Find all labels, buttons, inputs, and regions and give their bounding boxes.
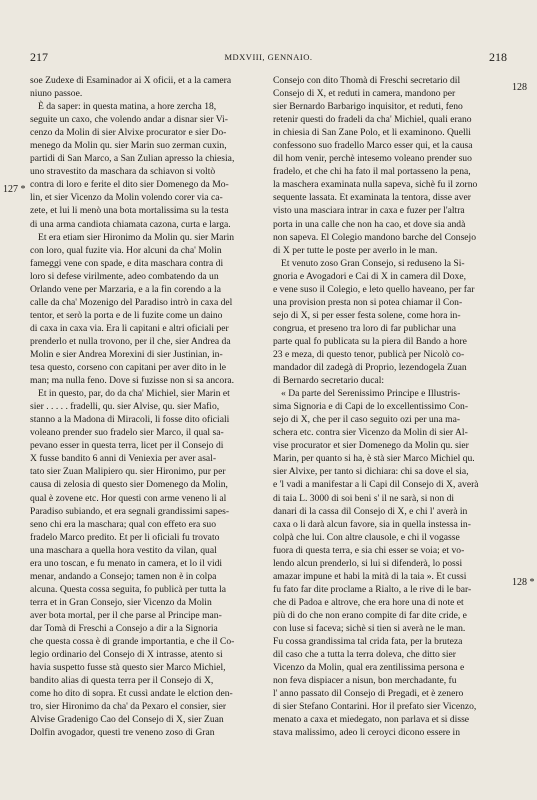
- text-line: fradelo, et che chi ha fato il mal portasseno la pena,: [273, 166, 471, 178]
- text-line: colpà che lui. Con altre clausole, e chi il vogasse: [273, 531, 460, 543]
- text-line: di Bernardo secretario ducal:: [273, 375, 385, 387]
- text-line: Paradiso subiando, et era segnali grandissimi sapes-: [30, 505, 230, 517]
- text-line: lin, et sier Vicenzo da Molin volendo corer via ca-: [30, 192, 223, 204]
- text-line: sier . . . . . fradelli, qu. sier Alvise, qu. sier Mafio,: [30, 401, 220, 413]
- text-line: zete, et lui li menò una bota mortalissima su la testa: [30, 205, 229, 217]
- text-line: tesa questo, corseno con capitani per aver dito in le: [30, 362, 227, 374]
- text-line: È da saper: in questa matina, a hore zercha 18,: [38, 101, 217, 113]
- text-line: che di Padoa e altrove, che era hore una di note et: [273, 596, 464, 608]
- text-line: fameggi vene con spade, e dita maschara contra di: [30, 257, 224, 269]
- text-line: di una arma candiota chiamata cazona, curta e larga.: [30, 218, 231, 230]
- text-line: prenderlo et nulla trovono, per il che, sier Andrea da: [30, 335, 231, 347]
- text-line: havia suspetto fusse stà questo sier Marco Michiel,: [30, 662, 226, 674]
- text-line: Et venuto zoso Gran Consejo, si reduseno la Si-: [281, 257, 465, 269]
- text-line: parte qual fo publicata su la piera dil Bando a hore: [273, 335, 467, 347]
- text-line: era uno toscan, e fu menato in camera, et lo il vidi: [30, 557, 223, 569]
- text-line: sima Signoria e di Capi de lo excellentissimo Con-: [273, 401, 469, 413]
- text-line: voleano prender suo fradelo sier Marco, il qual sa-: [30, 427, 224, 439]
- text-line: l' anno passato dil Consejo di Pregadi, et è zenero: [273, 688, 464, 700]
- text-line: Et in questo, par, do da cha' Michiel, sier Marin et: [38, 388, 230, 400]
- text-line: menar, andando a Consejo; tamen non è in colpa: [30, 570, 217, 582]
- text-line: la maschera examinata nulla sapeva, sichè fu il zorno: [273, 179, 478, 191]
- text-line: terra et in Gran Consejo, sier Vicenzo da Molin: [30, 596, 212, 608]
- page-header: [30, 50, 507, 64]
- page-number-left: 217: [30, 50, 48, 64]
- text-line: e 'l vadi a manifestar a li Capi dil Consejo di X, averà: [273, 479, 479, 491]
- text-line: niuno passoe.: [30, 88, 83, 100]
- text-line: causa di zelosia di questo sier Domenego da Molin,: [30, 479, 228, 491]
- text-line: partidi di San Marco, a San Zulian apresso la chiesia,: [30, 153, 235, 165]
- text-line: legio ordinario del Consejo di X intrasse, atento si: [30, 649, 223, 661]
- text-line: Consejo di X, et reduti in camera, mandono per: [273, 88, 456, 100]
- text-line: soe Zudexe di Esaminador ai X oficii, et a la camera: [30, 75, 232, 86]
- text-line: mandador dil zadegà di Proprio, lezendogela Zuan: [273, 362, 467, 374]
- text-line: una maschara a quella hora vestito da vilan, qual: [30, 544, 217, 556]
- text-line: di caxa in caxa via. Era li capitani e altri oficiali per: [30, 322, 229, 334]
- text-line: di X per tutte le poste per averlo in le man.: [273, 244, 438, 256]
- text-line: fuora di questa terra, e sia chi esser se voia; et vo-: [273, 544, 465, 556]
- text-line: non sapeva. El Colegio mandono barche del Consejo: [273, 231, 477, 243]
- text-line: con luse si faceva; sichè si tien si averà ne le man.: [273, 622, 466, 634]
- text-line: visto una masciara intrar in caxa e fuzer per l'altra: [273, 205, 465, 217]
- text-line: dar Tomà di Freschi a Consejo a dir a la Signoria: [30, 622, 218, 634]
- text-line: gnoria e Avogadori e Cai di X in camera dil Doxe,: [273, 270, 466, 282]
- text-line: come ho dito di sopra. Et cussì andate le elction den-: [30, 688, 233, 700]
- text-line: congrua, et preseno tra loro di far publichar una: [273, 322, 457, 334]
- text-line: qual è zovene etc. Hor questi con arme veneno li al: [30, 492, 227, 504]
- text-line: man; ma nulla feno. Dove si fuzisse non si sa ancora.: [30, 375, 235, 387]
- text-line: uno stravestito da maschara da schiavon si voltò: [30, 166, 216, 178]
- text-line: « Da parte del Serenissimo Principe e Illustris-: [281, 388, 461, 400]
- text-line: porta in una calle che non ha cao, et dove sia andà: [273, 218, 466, 230]
- text-line: alcuna. Questa cossa seguita, fo publicà per tutta la: [30, 583, 227, 595]
- text-line: Vicenzo da Molin, qual era zentilissima persona e: [273, 662, 465, 674]
- text-line: confessono suo fradello Marco esser qui, et la causa: [273, 140, 473, 152]
- text-line: sejo di X, si per esser festa solene, come hora in-: [273, 309, 461, 321]
- text-line: cenzo da Molin di sier Alvixe procurator e sier Do-: [30, 127, 227, 139]
- text-line: pevano esser in questa terra, licet per il Consejo di: [30, 440, 224, 452]
- text-line: fradelo Marco predito. Et per li oficiali fu trovato: [30, 531, 220, 543]
- text-line: seno chi era la maschara; qual con effeto era suo: [30, 518, 217, 530]
- text-line: contra di loro e ferite el dito sier Domenego da Mo-: [30, 179, 229, 191]
- text-line: retenir questi do fradeli da cha' Michiel, quali erano: [273, 114, 472, 126]
- text-line: sier Alvixe, per tanto si dichiara: chi sa dove el sia,: [273, 466, 469, 478]
- text-line: più di do che non erano compite di far dite cride, e: [273, 609, 467, 621]
- text-line: Dolfin avogador, questi tre veneno zoso di Gran: [30, 727, 215, 739]
- text-line: tato sier Zuan Malipiero qu. sier Hironimo, pur per: [30, 466, 226, 478]
- text-line: Molin e sier Andrea Morexini di sier Justinian, in-: [30, 348, 223, 360]
- text-line: menego da Molin qu. sier Marin suo zerman cuxin,: [30, 140, 227, 152]
- text-line: di sier Stefano Contarini. Hor il prefato sier Vicenzo,: [273, 701, 477, 713]
- page-number-right: 218: [489, 50, 507, 64]
- text-line: sequente lassata. Et examinata la tentora, disse aver: [273, 192, 471, 204]
- text-line: vise procurator et sier Domenego da Molin qu. sier: [273, 440, 469, 452]
- running-title: MDXVIII, GENNAIO.: [224, 52, 313, 62]
- text-line: lendo alcun prenderlo, si lui si difenderà, lo possi: [273, 557, 463, 569]
- text-line: Marin, per quanto si ha, è stà sier Marco Michiel qu.: [273, 453, 475, 465]
- text-line: dil caso che a tutta la terra doleva, che ditto sier: [273, 649, 457, 661]
- text-line: amazar impune et habi la mità di la taia ». Et cussi: [273, 570, 467, 582]
- text-line: Fu cossa grandissima tal crida fata, per la bruteza: [273, 636, 463, 648]
- text-line: Orlando vene per Marzaria, e a la fin corendo a la: [30, 283, 221, 295]
- text-line: menato a caxa et miedegato, non parlava et si disse: [273, 714, 470, 726]
- text-line: sejo di X, che per il caso seguito ozi per una ma-: [273, 414, 461, 426]
- text-line: Alvise Gradenigo Cao del Consejo di X, sier Zuan: [30, 714, 224, 726]
- text-line: non feva dispiacer a nisun, bon merchadante, fu: [273, 675, 457, 687]
- right-text-column: [273, 74, 507, 739]
- text-line: 23 e meza, di questo tenor, publicà per Nicolò co-: [273, 348, 465, 360]
- text-line: tentor, et serò la porta e de li fuzite come un daino: [30, 309, 223, 321]
- text-line: sier Bernardo Barbarigo inquisitor, et reduti, feno: [273, 101, 463, 113]
- text-line: e vene suso il Colegio, e leto quello haveano, per far: [273, 283, 475, 295]
- text-line: tro, sier Hironimo da cha' da Pexaro el consier, sier: [30, 701, 227, 713]
- text-line: di taia L. 3000 di soi beni s' il ne sarà, si non di: [273, 492, 455, 504]
- text-line: fu fato far dite proclame a Rialto, a le rive di le bar-: [273, 583, 472, 595]
- text-line: calle da cha' Mozenigo del Paradiso intrò in caxa del: [30, 296, 233, 308]
- text-line: in chiesia di San Zane Polo, et li examinono. Quelli: [273, 127, 471, 139]
- text-line: schera etc. contra sier Vicenzo da Molin di sier Al-: [273, 427, 468, 439]
- text-line: danari di la cassa dil Consejo di X, e chi l' averà in: [273, 505, 468, 517]
- text-line: una provision presta non si potea chiamar il Con-: [273, 296, 463, 308]
- text-line: stanno a la Madona di Miracoli, li fosse dito oficiali: [30, 414, 230, 426]
- text-line: aver bota mortal, per il che parse al Principe man-: [30, 609, 222, 621]
- text-line: con loro, qual fuzite via. Hor alcuni da cha' Molin: [30, 244, 222, 256]
- text-line: dil hom venir, perchè intesemo voleano prender suo: [273, 153, 472, 165]
- text-line: Consejo con dito Thomà di Freschi secretario dil: [273, 75, 461, 86]
- text-line: stava malissimo, adeo li ceroyci dicono essere in: [273, 727, 461, 739]
- margin-note-127: 127 *: [3, 184, 26, 195]
- left-text-column: [30, 74, 261, 739]
- text-line: caxa o li darà alcun favore, sia in quella instessa in-: [273, 518, 471, 530]
- text-line: seguite un caxo, che volendo andar a disnar sier Vi-: [30, 114, 228, 126]
- text-line: Et era etiam sier Hironimo da Molin qu. sier Marin: [38, 231, 235, 243]
- text-line: X fusse bandito 6 anni di Veniexia per aver asal-: [30, 453, 217, 465]
- margin-note-128-top: 128: [512, 82, 527, 93]
- text-line: bandito alias di questa terra per il Consejo di X,: [30, 675, 214, 687]
- text-line: che questa cossa è di grande importantia, e che il Co-: [30, 636, 235, 648]
- margin-note-128-bottom: 128 *: [512, 577, 535, 588]
- text-line: loro si defese virilmente, adeo combatendo da un: [30, 270, 219, 282]
